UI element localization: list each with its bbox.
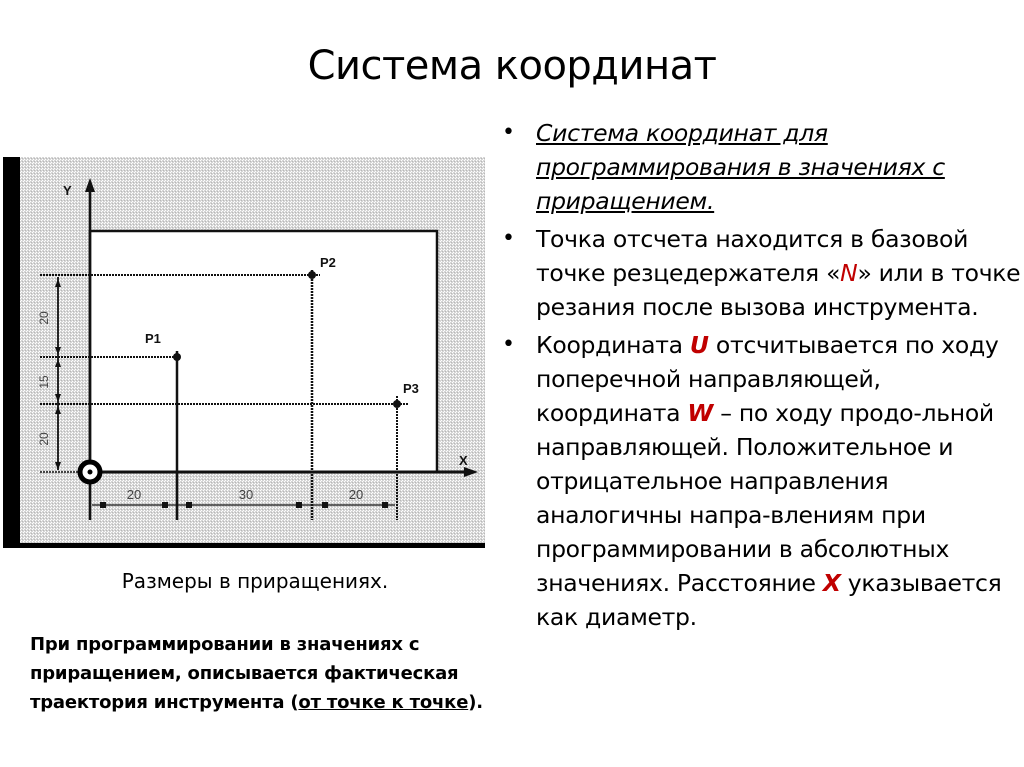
bullet-item-1 — [502, 116, 1024, 218]
left-frame-bar — [3, 157, 20, 548]
bullet-item-3 — [502, 328, 1024, 634]
bullet-item-2 — [502, 222, 1024, 324]
bullet-list — [502, 116, 1024, 638]
bottom-frame-bar — [3, 543, 485, 548]
dim-vertical-2: 15 — [37, 375, 51, 389]
bullet-icon: • — [502, 332, 515, 357]
bullet-text: Точка отсчета находится в базовой точке резцедержателя « — [536, 225, 969, 287]
dim-horizontal-3: 20 — [348, 487, 364, 502]
highlight-x: X — [822, 569, 841, 597]
bullet-icon: • — [502, 120, 515, 145]
dim-horizontal-1: 20 — [126, 487, 142, 502]
bullet-text-cont: – по ходу продо-льной направляющей. Положительное и отрицательное направления аналогичны напра-влениям при программировании в абсолютных значениях. Расстояние — [536, 399, 994, 597]
bullet-text-cont: » или в точке резания после вызова инструмента. — [536, 259, 1021, 321]
note-underlined: от точке к точке — [298, 692, 469, 713]
diagram-caption: Размеры в приращениях. — [121, 569, 389, 593]
note-paragraph — [30, 630, 530, 717]
bullet-icon: • — [502, 226, 515, 251]
point-p2 — [308, 271, 316, 279]
slide-title: Система координат — [307, 43, 717, 89]
highlight-n: N — [840, 259, 858, 287]
y-axis-label: Y — [63, 183, 72, 198]
point-p3 — [393, 400, 401, 408]
x-axis-label: X — [459, 453, 468, 468]
highlight-u: U — [689, 331, 709, 359]
highlight-w: W — [687, 399, 714, 427]
bullet-text: Координата — [536, 331, 690, 359]
coordinate-diagram — [0, 150, 500, 560]
point-p1-label: P1 — [145, 331, 161, 346]
note-text: При программировании в значениях с приращением, описывается фактическая траектория инструмента ( — [30, 634, 459, 713]
dim-vertical-1: 20 — [37, 311, 51, 325]
point-p3-label: P3 — [403, 381, 419, 396]
workpiece-rect — [90, 231, 437, 472]
bullet-text-cont: отсчитывается по ходу поперечной направляющей, координата — [536, 331, 999, 427]
bullet-text-cont: указывается как диаметр. — [536, 569, 1002, 631]
point-p2-label: P2 — [320, 255, 336, 270]
dim-horizontal-2: 30 — [238, 487, 254, 502]
dim-vertical-3: 20 — [37, 432, 51, 446]
note-text-end: ). — [468, 692, 483, 713]
bullet-text: Система координат для программирования в значениях с приращением. — [536, 119, 945, 215]
point-p1 — [173, 353, 181, 361]
